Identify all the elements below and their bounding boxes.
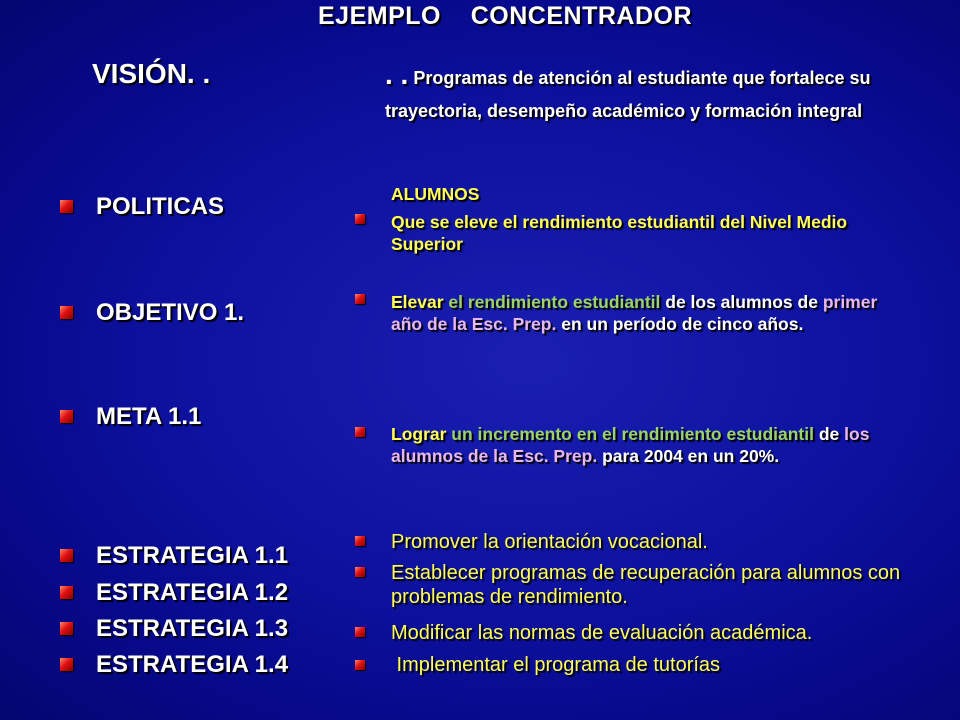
bullet-icon	[60, 410, 73, 423]
bullet-icon	[60, 658, 73, 671]
objetivo-part3: de los alumnos de	[660, 292, 818, 312]
vision-text-line1: Programas de atención al estudiante que fortalece su	[413, 68, 871, 88]
bullet-icon	[60, 306, 73, 319]
objetivo-part5: en un período de cinco años.	[556, 314, 804, 334]
objetivo-part2: el rendimiento estudiantil	[443, 292, 661, 312]
meta-text	[391, 423, 911, 467]
politicas-label: POLITICAS	[96, 193, 225, 220]
strategy-item: Promover la orientación vocacional.	[391, 531, 708, 553]
bullet-icon	[355, 567, 365, 577]
bullet-icon	[355, 536, 365, 546]
vision-statement	[385, 58, 945, 128]
vision-label-text: VISIÓN	[92, 58, 187, 89]
meta-part4: los alumnos de la Esc. Prep.	[391, 424, 870, 466]
strategy-item: Establecer programas de recuperación para alumnos con problemas de rendimiento.	[391, 562, 901, 608]
meta-part2: un incremento en el rendimiento estudiantil	[446, 424, 814, 444]
estrategia-label: ESTRATEGIA 1.3	[96, 615, 289, 642]
strategy-item: Modificar las normas de evaluación académica.	[391, 622, 813, 644]
objetivo-part1: Elevar	[391, 292, 444, 312]
estrategia-label: ESTRATEGIA 1.1	[96, 542, 289, 569]
bullet-icon	[355, 660, 365, 670]
meta-part1: Lograr	[391, 424, 447, 444]
bullet-icon	[355, 214, 365, 224]
bullet-icon	[355, 427, 365, 437]
estrategia-label: ESTRATEGIA 1.2	[96, 579, 289, 606]
vision-text-line2: trayectoria, desempeño académico y formación integral	[385, 101, 863, 121]
strategy-item: Implementar el programa de tutorías	[391, 654, 721, 676]
vision-lead-dots: . .	[385, 59, 409, 90]
bullet-icon	[60, 586, 73, 599]
meta-part5: para 2004 en un 20%.	[597, 446, 780, 466]
bullet-icon	[60, 622, 73, 635]
vision-label-dots: . .	[186, 58, 211, 89]
bullet-icon	[60, 200, 73, 213]
meta-label: META 1.1	[96, 403, 202, 430]
objetivo-text	[391, 291, 891, 335]
vision-label	[92, 58, 210, 90]
slide-title: EJEMPLO CONCENTRADOR	[317, 2, 693, 30]
bullet-icon	[60, 549, 73, 562]
bullet-icon	[355, 294, 365, 304]
estrategia-label: ESTRATEGIA 1.4	[96, 651, 289, 678]
politicas-text: Que se eleve el rendimiento estudiantil del Nivel Medio Superior	[391, 212, 848, 254]
objetivo-part4: primer año de la Esc. Prep.	[391, 292, 878, 334]
meta-part3: de	[814, 424, 840, 444]
bullet-icon	[355, 627, 365, 637]
politicas-header: ALUMNOS	[391, 184, 480, 204]
objetivo-label: OBJETIVO 1.	[96, 299, 245, 326]
